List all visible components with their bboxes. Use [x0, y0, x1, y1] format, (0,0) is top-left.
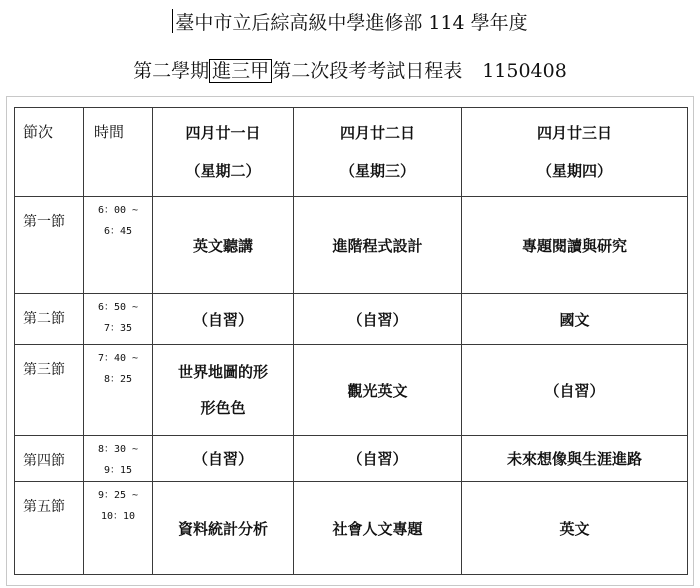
table-row — [15, 436, 688, 482]
time-end: 9：15 — [103, 465, 133, 476]
subtitle-prefix: 第二學期 — [133, 60, 210, 82]
table-row — [15, 482, 688, 575]
lesson-label: 第三節 — [15, 345, 84, 436]
subtitle-suffix: 第二次段考考試日程表 — [272, 60, 463, 82]
subject-cell: 國文 — [462, 294, 688, 345]
day-3-date: 四月廿三日 — [536, 124, 612, 142]
time-start: 6：00 ~ — [97, 205, 139, 216]
time-start: 6：50 ~ — [97, 302, 139, 313]
time-range — [84, 345, 153, 436]
subject-cell: （自習） — [294, 436, 462, 482]
subject-cell: （自習） — [462, 345, 688, 436]
time-start: 8：30 ~ — [97, 444, 139, 455]
header-day-3 — [462, 108, 688, 197]
table-row — [15, 345, 688, 436]
time-start: 7：40 ~ — [97, 353, 139, 364]
header-time: 時間 — [84, 108, 153, 197]
lesson-label: 第四節 — [15, 436, 84, 482]
subject-cell: 英文聽講 — [153, 197, 294, 294]
lesson-label: 第一節 — [15, 197, 84, 294]
subject-cell: 進階程式設計 — [294, 197, 462, 294]
time-range — [84, 294, 153, 345]
time-range — [84, 436, 153, 482]
lesson-label: 第五節 — [15, 482, 84, 575]
title-line-1: 臺中市立后綜高級中學進修部 114 學年度 — [175, 12, 528, 34]
subject-line-2: 形色色 — [200, 399, 246, 417]
subject-cell: 專題閱讀與研究 — [462, 197, 688, 294]
day-2-date: 四月廿二日 — [339, 124, 415, 142]
table-row — [15, 294, 688, 345]
subject-cell: 未來想像與生涯進路 — [462, 436, 688, 482]
document-code: 1150408 — [482, 60, 567, 82]
subject-line-1: 世界地圖的形 — [177, 363, 268, 381]
document-title — [0, 9, 700, 37]
text-cursor — [172, 9, 173, 33]
day-3-weekday: （星期四） — [536, 162, 612, 180]
subject-cell — [153, 345, 294, 436]
time-start: 9：25 ~ — [97, 490, 139, 501]
day-2-weekday: （星期三） — [339, 162, 415, 180]
subject-cell: 資料統計分析 — [153, 482, 294, 575]
subject-cell: （自習） — [153, 294, 294, 345]
class-name-boxed: 進三甲 — [209, 59, 272, 83]
subject-cell: 社會人文專題 — [294, 482, 462, 575]
exam-schedule-table — [14, 107, 688, 575]
time-range — [84, 482, 153, 575]
day-1-weekday: （星期二） — [185, 162, 261, 180]
subject-cell: （自習） — [294, 294, 462, 345]
table-row — [15, 197, 688, 294]
subject-cell: （自習） — [153, 436, 294, 482]
time-end: 7：35 — [103, 323, 133, 334]
header-day-2 — [294, 108, 462, 197]
header-day-1 — [153, 108, 294, 197]
document-subtitle — [0, 57, 700, 85]
table-header-row — [15, 108, 688, 197]
header-lesson: 節次 — [15, 108, 84, 197]
time-end: 10：10 — [100, 511, 136, 522]
time-end: 8：25 — [103, 374, 133, 385]
subject-cell: 英文 — [462, 482, 688, 575]
lesson-label: 第二節 — [15, 294, 84, 345]
time-range — [84, 197, 153, 294]
subject-cell: 觀光英文 — [294, 345, 462, 436]
time-end: 6：45 — [103, 226, 133, 237]
day-1-date: 四月廿一日 — [185, 124, 261, 142]
